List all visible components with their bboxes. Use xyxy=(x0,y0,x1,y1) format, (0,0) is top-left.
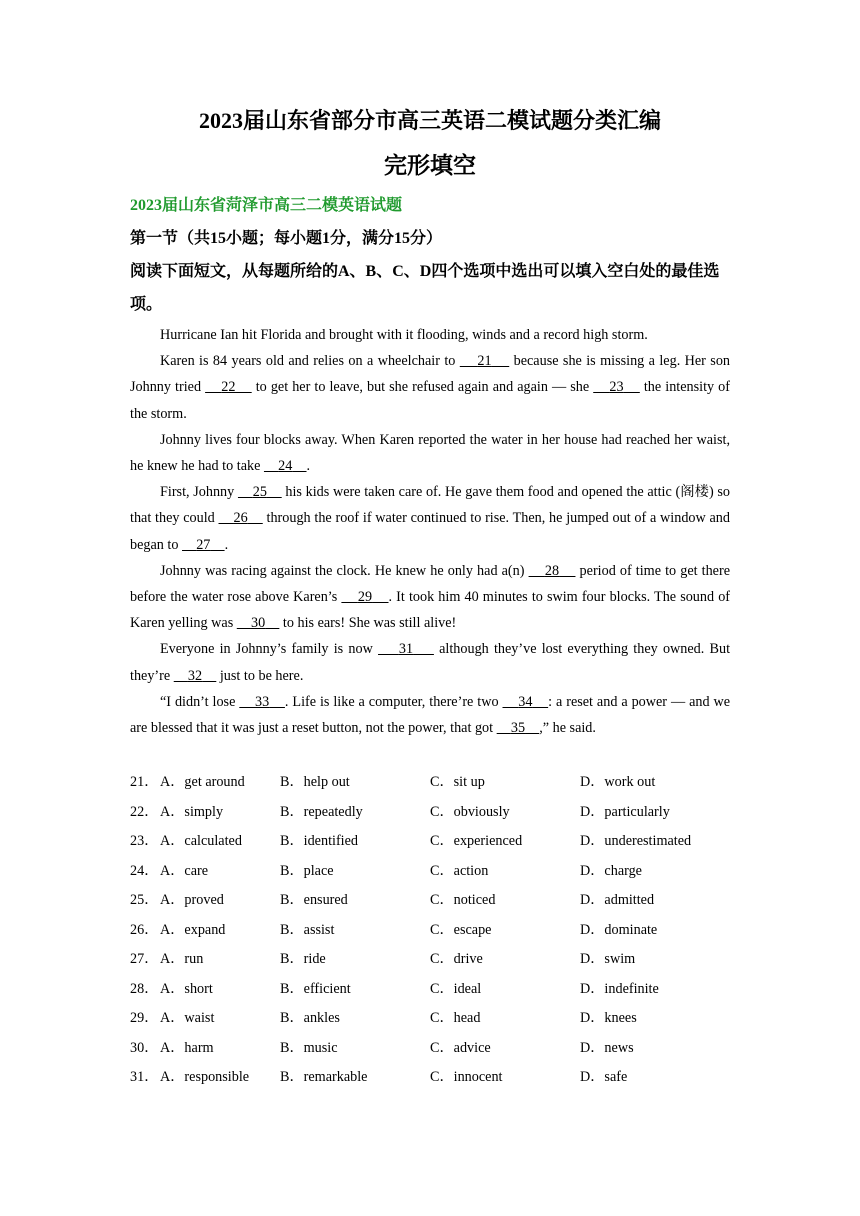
blank-23 xyxy=(593,379,640,395)
instruction-text: 阅读下面短文，从每题所给的A、B、C、D四个选项中选出可以填入空白处的最佳选项。 xyxy=(130,263,720,313)
passage-paragraph xyxy=(130,479,730,558)
question-row xyxy=(130,1007,750,1037)
blank-30 xyxy=(237,615,280,631)
blank-35 xyxy=(497,720,540,736)
option-b[interactable]: B．music xyxy=(280,1039,338,1056)
blank-33 xyxy=(239,694,285,710)
blank-number: 29 xyxy=(357,589,373,606)
blank-28 xyxy=(529,563,576,579)
passage-text: Hurricane Ian hit Florida and brought with it flooding, winds and a record high storm. xyxy=(160,327,648,343)
option-a[interactable]: A．care xyxy=(160,862,209,879)
option-a[interactable]: A．run xyxy=(160,951,204,967)
option-c[interactable]: C．action xyxy=(430,862,489,879)
question-number: 27． xyxy=(130,951,159,967)
option-c[interactable]: C．innocent xyxy=(430,1069,503,1085)
passage-paragraph xyxy=(130,348,730,427)
question-number: 26． xyxy=(130,921,159,938)
passage-text: the intensity of the storm. xyxy=(130,379,730,422)
option-d[interactable]: D．safe xyxy=(580,1069,628,1085)
blank-24 xyxy=(264,458,307,474)
option-a[interactable]: A．harm xyxy=(160,1039,214,1056)
blank-25 xyxy=(238,484,282,500)
section-title: 2023届山东省菏泽市高三二模英语试题 xyxy=(130,197,403,214)
option-b[interactable]: B．place xyxy=(280,862,334,879)
option-a[interactable]: A．get around xyxy=(160,774,245,790)
passage-text: to get her to leave, but she refused again and again — she xyxy=(251,379,594,396)
option-b[interactable]: B．identified xyxy=(280,833,359,849)
blank-29 xyxy=(341,589,388,605)
passage-text: “I didn’t lose xyxy=(160,693,240,710)
blank-26 xyxy=(219,510,263,526)
option-b[interactable]: B．ensured xyxy=(280,892,348,908)
blank-number: 32 xyxy=(187,667,203,684)
question-row xyxy=(130,948,750,978)
blank-number: 35 xyxy=(510,720,526,737)
passage-text: to his ears! She was still alive! xyxy=(279,615,457,632)
blank-number: 31 xyxy=(398,641,414,658)
passage-paragraph xyxy=(130,558,730,637)
option-c[interactable]: C．sit up xyxy=(430,774,485,790)
blank-22 xyxy=(205,379,252,395)
option-b[interactable]: B．assist xyxy=(280,921,335,938)
blank-number: 30 xyxy=(250,615,266,632)
blank-number: 25 xyxy=(252,484,267,501)
blank-number: 33 xyxy=(255,693,270,710)
passage-text: through the roof if water continued to rise. Then, he jumped out of a window and began to xyxy=(130,510,730,553)
document-subtitle: 完形填空 xyxy=(384,153,476,178)
passage-text: Johnny was racing against the clock. He knew he only had a(n) xyxy=(160,562,529,579)
option-b[interactable]: B．ride xyxy=(280,951,326,967)
option-b[interactable]: B．repeatedly xyxy=(280,803,363,820)
option-c[interactable]: C．experienced xyxy=(430,833,523,849)
blank-31 xyxy=(378,641,434,657)
question-options xyxy=(130,771,750,1096)
question-number: 22． xyxy=(130,803,159,820)
passage-text: First, Johnny xyxy=(160,484,238,501)
passage-text: . xyxy=(224,536,229,553)
option-a[interactable]: A．expand xyxy=(160,921,226,938)
option-b[interactable]: B．ankles xyxy=(280,1010,340,1026)
question-number: 29． xyxy=(130,1010,159,1026)
passage-text: : a reset and a power — and we are blessed that it was just a reset button, not the power, that got xyxy=(130,693,731,737)
option-b[interactable]: B．efficient xyxy=(280,980,351,997)
blank-21 xyxy=(460,353,509,369)
passage-text: just to be here. xyxy=(216,667,304,684)
option-d[interactable]: D．news xyxy=(580,1039,634,1056)
cloze-passage xyxy=(130,322,730,741)
blank-32 xyxy=(174,668,217,684)
option-d[interactable]: D．indefinite xyxy=(580,980,659,997)
option-d[interactable]: D．work out xyxy=(580,774,656,790)
question-row xyxy=(130,919,750,949)
question-number: 28． xyxy=(130,980,159,997)
option-a[interactable]: A．calculated xyxy=(160,833,242,849)
passage-text: ,” he said. xyxy=(539,720,596,737)
passage-paragraph xyxy=(130,636,730,688)
question-number: 25． xyxy=(130,892,159,908)
option-a[interactable]: A．responsible xyxy=(160,1069,250,1085)
option-c[interactable]: C．ideal xyxy=(430,980,482,997)
option-d[interactable]: D．swim xyxy=(580,951,636,967)
option-d[interactable]: D．underestimated xyxy=(580,833,692,849)
question-row xyxy=(130,860,750,890)
option-a[interactable]: A．simply xyxy=(160,803,224,820)
part-heading: 第一节（共15小题；每小题1分，满分15分） xyxy=(130,230,443,247)
option-d[interactable]: D．particularly xyxy=(580,803,670,820)
option-c[interactable]: C．obviously xyxy=(430,803,510,820)
passage-paragraph xyxy=(130,427,730,479)
question-number: 31． xyxy=(130,1069,159,1085)
question-number: 23． xyxy=(130,833,159,849)
option-a[interactable]: A．waist xyxy=(160,1010,215,1026)
option-c[interactable]: C．head xyxy=(430,1010,481,1026)
question-row xyxy=(130,830,750,860)
option-c[interactable]: C．drive xyxy=(430,951,483,967)
blank-number: 27 xyxy=(196,536,211,553)
option-b[interactable]: B．remarkable xyxy=(280,1069,368,1085)
option-a[interactable]: A．proved xyxy=(160,892,224,908)
option-d[interactable]: D．admitted xyxy=(580,892,655,908)
question-row xyxy=(130,771,750,801)
passage-text: Johnny lives four blocks away. When Karen reported the water in her house had reached her waist, he knew he had to take xyxy=(130,431,730,475)
option-d[interactable]: D．charge xyxy=(580,862,642,879)
question-number: 24． xyxy=(130,862,159,879)
question-row xyxy=(130,801,750,831)
passage-text: Karen is 84 years old and relies on a wheelchair to xyxy=(160,353,460,370)
blank-number: 28 xyxy=(544,562,560,579)
passage-text: . xyxy=(306,458,311,475)
option-d[interactable]: D．knees xyxy=(580,1010,637,1026)
document-title: 2023届山东省部分市高三英语二模试题分类汇编 xyxy=(198,108,661,133)
passage-text: although they’ve lost everything they owned. But they’re xyxy=(130,641,731,684)
passage-paragraph xyxy=(130,322,730,348)
question-number: 21． xyxy=(130,774,159,790)
passage-text: because she is missing a leg. Her son Johnny tried xyxy=(130,353,731,396)
option-b[interactable]: B．help out xyxy=(280,774,350,790)
option-c[interactable]: C．escape xyxy=(430,921,492,938)
question-row xyxy=(130,978,750,1008)
question-row xyxy=(130,1066,750,1096)
blank-number: 24 xyxy=(278,458,293,475)
passage-text: period of time to get there before the water rose above Karen’s xyxy=(130,562,730,606)
passage-paragraph xyxy=(130,689,730,741)
question-number: 30． xyxy=(130,1039,159,1056)
option-c[interactable]: C．advice xyxy=(430,1039,491,1056)
option-c[interactable]: C．noticed xyxy=(430,892,496,908)
passage-text: Everyone in Johnny’s family is now xyxy=(160,641,379,658)
blank-number: 21 xyxy=(477,353,492,370)
blank-27 xyxy=(182,537,225,553)
passage-text: his kids were taken care of. He gave them food and opened the attic (阁楼) so that they could xyxy=(130,484,731,527)
question-row xyxy=(130,889,750,919)
blank-number: 23 xyxy=(609,379,624,396)
blank-number: 22 xyxy=(221,379,236,396)
question-row xyxy=(130,1037,750,1067)
blank-number: 26 xyxy=(233,510,248,527)
option-a[interactable]: A．short xyxy=(160,980,213,997)
blank-34 xyxy=(503,694,549,710)
passage-text: . It took him 40 minutes to swim four blocks. The sound of Karen yelling was xyxy=(130,589,731,632)
blank-number: 34 xyxy=(518,693,533,710)
option-d[interactable]: D．dominate xyxy=(580,921,658,938)
passage-text: . Life is like a computer, there’re two xyxy=(284,693,503,710)
